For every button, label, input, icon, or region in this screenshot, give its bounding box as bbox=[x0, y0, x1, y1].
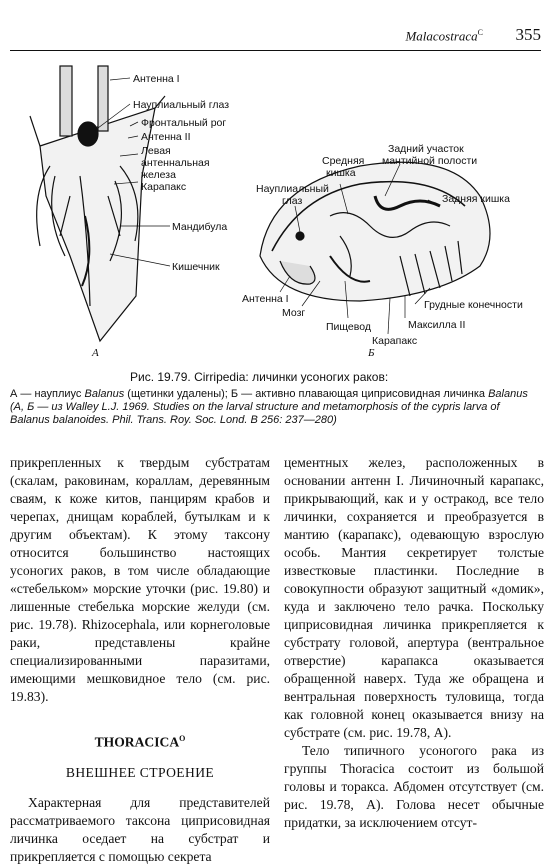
label-rear-mantle-2: мантийной полости bbox=[382, 155, 478, 167]
label-frontal-horn: Фронтальный рог bbox=[141, 117, 227, 129]
panel-label-a: А bbox=[92, 347, 99, 359]
label-antenna2: Антенна II bbox=[141, 131, 191, 143]
label-mandible: Мандибула bbox=[172, 221, 228, 233]
legend-source: (А, Б — из Walley L.J. 1969. Studies on the larval structure and metamorphosis of the cypris larva of Balanus balanoides. Phil. Trans. Roy. Soc. Lond. B 256: 237—280) bbox=[10, 401, 500, 426]
label-midgut-1: Средняя bbox=[322, 155, 365, 167]
label-esophagus: Пищевод bbox=[326, 321, 371, 333]
legend-part-a-end: (щетинки удалены); bbox=[124, 388, 231, 400]
subsection-heading: ВНЕШНЕЕ СТРОЕНИЕ bbox=[65, 764, 215, 780]
page-number: 355 bbox=[515, 25, 541, 44]
left-column bbox=[10, 454, 270, 866]
left-paragraph-2: Характерная для представителей рассматриваемого таксона циприсовидная личинка оседает на субстрат и прикрепляется с помощью секрета bbox=[10, 794, 270, 864]
label-antenna1-b: Антенна I bbox=[242, 293, 289, 305]
label-hindgut: Задняя кишка bbox=[442, 193, 510, 205]
label-thoracic-limbs: Грудные конечности bbox=[424, 299, 523, 311]
label-left-gland-1: Левая bbox=[141, 145, 171, 157]
label-naupliar-eye-b-1: Науплиальный bbox=[256, 183, 329, 195]
figure-legend bbox=[10, 388, 540, 427]
label-naupliar-eye-b-2: глаз bbox=[282, 195, 303, 207]
section-heading-thoracica: $THORACICA^O$ bbox=[94, 734, 186, 750]
panel-label-b: Б bbox=[368, 347, 375, 359]
label-left-gland-2: антеннальная bbox=[141, 157, 210, 169]
label-carapace-b: Карапакс bbox=[372, 335, 418, 347]
label-antenna1-a: Антенна I bbox=[133, 73, 180, 85]
running-title: Malacostraca$^C$ bbox=[405, 28, 483, 44]
label-gut: Кишечник bbox=[172, 261, 220, 273]
legend-part-b: Б — активно плавающая циприсовидная личинка bbox=[230, 388, 489, 400]
figure-caption: Рис. 19.79. Cirripedia: личинки усоногих раков: bbox=[130, 370, 389, 384]
right-column bbox=[284, 454, 544, 832]
label-naupliar-eye-a: Науплиальный глаз bbox=[133, 99, 230, 111]
left-paragraph-1: прикрепленных к твердым субстратам (скалам, раковинам, кораллам, деревянным сваям, к коже китов, панцирям крабов и черепах, днищам кораблей, бутылкам и к другим объектам). К этому таксону относится большинство настоящих усоногих раков, в том числе обладающие «стебельком» морские уточки (рис. 19.80) и лишенные стебелька морские желуди (см. рис. 19.78). Rhizocephala, или корнеголовые раки, представлены крайне специализированными паразитами, имеющими мешковидное тело (см. рис. 19.83). bbox=[10, 455, 270, 704]
label-left-gland-3: железа bbox=[141, 169, 176, 181]
label-maxilla2: Максилла II bbox=[408, 319, 466, 331]
legend-part-a: А — науплиус bbox=[10, 388, 85, 400]
label-brain: Мозг bbox=[282, 307, 306, 319]
legend-balanus-b: Balanus bbox=[488, 388, 528, 400]
right-paragraph-2: Тело типичного усоногого рака из группы Thoracica состоит из большой головы и торакса. Абдомен отсутствует (см. рис. 19.78, А). Голова несет обычные придатки, за исключением отсут- bbox=[284, 743, 544, 830]
legend-balanus-a: Balanus bbox=[84, 388, 125, 400]
label-carapace-a: Карапакс bbox=[141, 181, 187, 193]
label-rear-mantle-1: Задний участок bbox=[388, 143, 464, 155]
right-paragraph-1: цементных желез, расположенных в основании антенн I. Личиночный карапакс, прикрывающий, как и у остракод, все тело личинки, сохраняется и преобразуется в мантию (карапакс), одевающую взрослую особь. Мантия секретирует толстые известковые пластинки. Последние в совокупности образуют защитный «домик», куда и заключено тело рачка. Поскольку циприсовидная личинка прикрепляется к субстрату головой, апертура (вентральное отверстие) карапакса оказывается обращенной наверх. Туда же обращена и вентральная поверхность туловища, тогда как головной конец оказывается внизу на субстрате (см. рис. 19.78, А). bbox=[284, 455, 544, 740]
larvae-illustration bbox=[10, 56, 540, 366]
page-header bbox=[10, 24, 541, 51]
figure-19-79 bbox=[10, 56, 540, 366]
label-midgut-2: кишка bbox=[326, 167, 356, 179]
